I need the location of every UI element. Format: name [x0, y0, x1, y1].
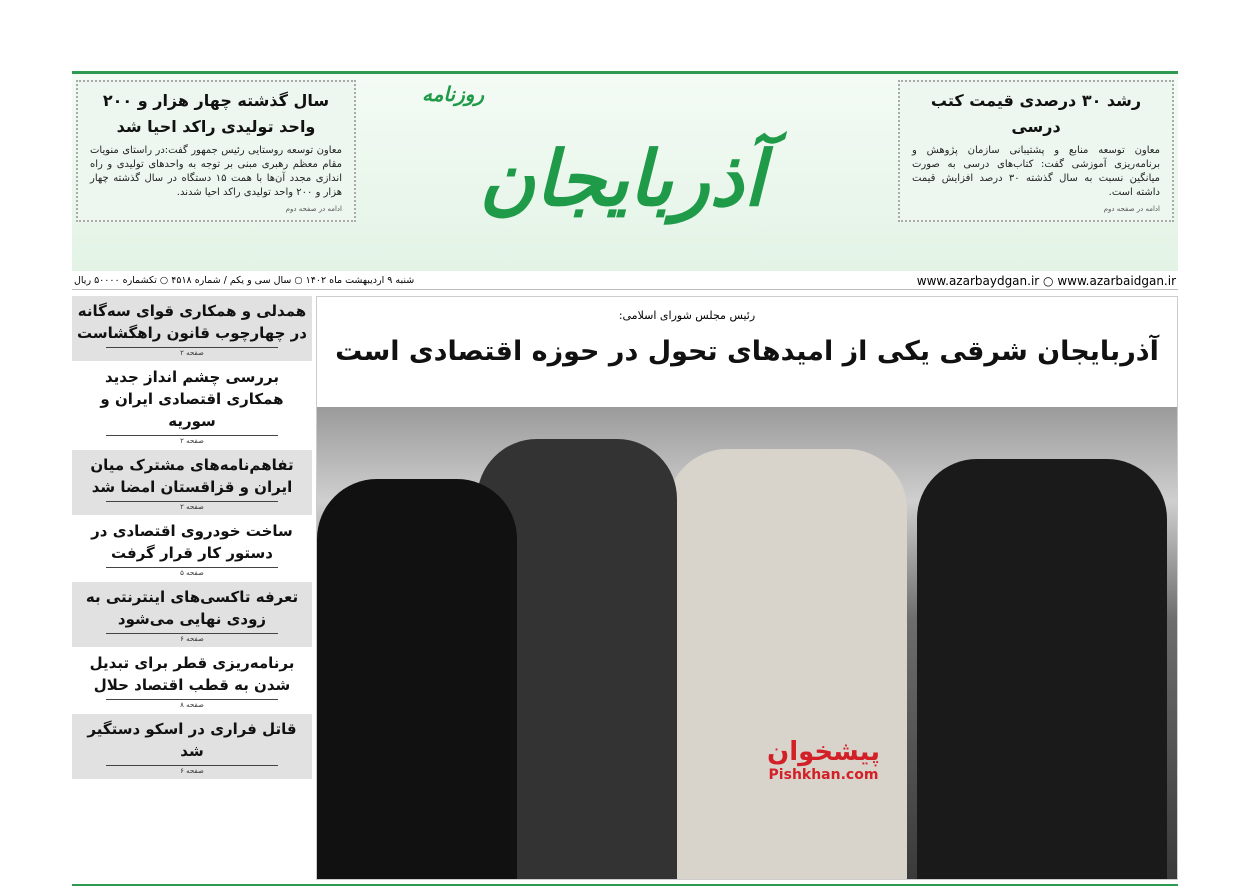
- watermark-fa: پیشخوان: [767, 737, 880, 767]
- sidebar-item[interactable]: [72, 648, 312, 714]
- item-title: بررسی چشم انداز جدید همکاری اقتصادی ایران و سوریه: [100, 368, 284, 430]
- item-title: برنامه‌ریزی قطر برای تبدیل شدن به قطب اقتصاد حلال: [89, 654, 295, 694]
- sidebar-item[interactable]: [72, 516, 312, 582]
- sidebar-item[interactable]: [72, 296, 312, 362]
- photo-figure: [317, 479, 517, 879]
- sidebar-item[interactable]: [72, 714, 312, 780]
- divider: [72, 884, 1178, 886]
- watermark: [767, 737, 880, 783]
- watermark-en: Pishkhan.com: [768, 767, 879, 783]
- teaser-left[interactable]: [76, 80, 356, 222]
- sidebar-item[interactable]: [72, 582, 312, 648]
- logo-sub: روزنامه: [422, 82, 485, 106]
- websites[interactable]: www.azarbaydgan.ir ○ www.azarbaidgan.ir: [916, 273, 1176, 288]
- sidebar-item[interactable]: [72, 362, 312, 450]
- continued-note: ادامه در صفحه دوم: [1103, 205, 1160, 213]
- sidebar-headlines: [72, 296, 312, 780]
- page-ref: صفحه ۶: [106, 633, 278, 644]
- teaser-title: رشد ۳۰ درصدی قیمت کتب درسی: [930, 91, 1142, 136]
- page-ref: صفحه ۶: [106, 765, 278, 776]
- teaser-title: سال گذشته چهار هزار و ۲۰۰ واحد تولیدی راکد احیا شد: [102, 91, 330, 136]
- item-title: ساخت خودروی اقتصادی در دستور کار قرار گرفت: [91, 522, 293, 562]
- lead-photo: [317, 407, 1177, 879]
- item-title: قاتل فراری در اسکو دستگیر شد: [87, 720, 297, 760]
- teaser-right[interactable]: [898, 80, 1174, 222]
- item-title: همدلی و همکاری قوای سه‌گانه در چهارچوب قانون راهگشاست: [77, 302, 307, 342]
- item-title: تفاهم‌نامه‌های مشترک میان ایران و قزاقستان امضا شد: [90, 456, 294, 496]
- page-ref: صفحه ۲: [106, 435, 278, 446]
- kicker: رئیس مجلس شورای اسلامی:: [618, 309, 756, 322]
- logo-text: آذربایجان: [479, 134, 765, 223]
- issue-date: شنبه ۹ اردیبهشت ماه ۱۴۰۲ ○ سال سی و یکم / شماره ۴۵۱۸ ○ تکشماره ۵۰۰۰۰ ریال: [74, 275, 415, 286]
- photo-figure: [917, 459, 1167, 879]
- teaser-body: معاون توسعه منابع و پشتیبانی سازمان پژوهش و برنامه‌ریزی آموزشی گفت: کتاب‌های درسی به صورت میانگین نسبت به سال گذشته ۳۰ درصد افزایش قیمت داشته است.: [912, 145, 1160, 198]
- dateline: [72, 272, 1178, 290]
- page-ref: صفحه ۵: [106, 567, 278, 578]
- continued-note: ادامه در صفحه دوم: [285, 205, 342, 213]
- masthead: [72, 71, 1178, 271]
- teaser-body: معاون توسعه روستایی رئیس جمهور گفت:در راستای منویات مقام معظم رهبری مبنی بر توجه به واحدهای تولیدی و راه اندازی مجدد آن‌ها با همت ۱۵ دستگاه در سال گذشته چهار هزار و ۲۰۰ واحد تولیدی راکد احیا شدند.: [90, 145, 342, 198]
- item-title: تعرفه تاکسی‌های اینترنتی به زودی نهایی می‌شود: [85, 588, 299, 628]
- page-ref: صفحه ۲: [106, 501, 278, 512]
- photo-figure: [667, 449, 907, 879]
- page-ref: صفحه ۲: [106, 347, 278, 358]
- page-ref: صفحه ۸: [106, 699, 278, 710]
- lead-story[interactable]: [316, 296, 1178, 880]
- newspaper-logo: [402, 74, 842, 264]
- headline: آذربایجان شرقی یکی از امیدهای تحول در حوزه اقتصادی است: [335, 336, 1159, 367]
- sidebar-item[interactable]: [72, 450, 312, 516]
